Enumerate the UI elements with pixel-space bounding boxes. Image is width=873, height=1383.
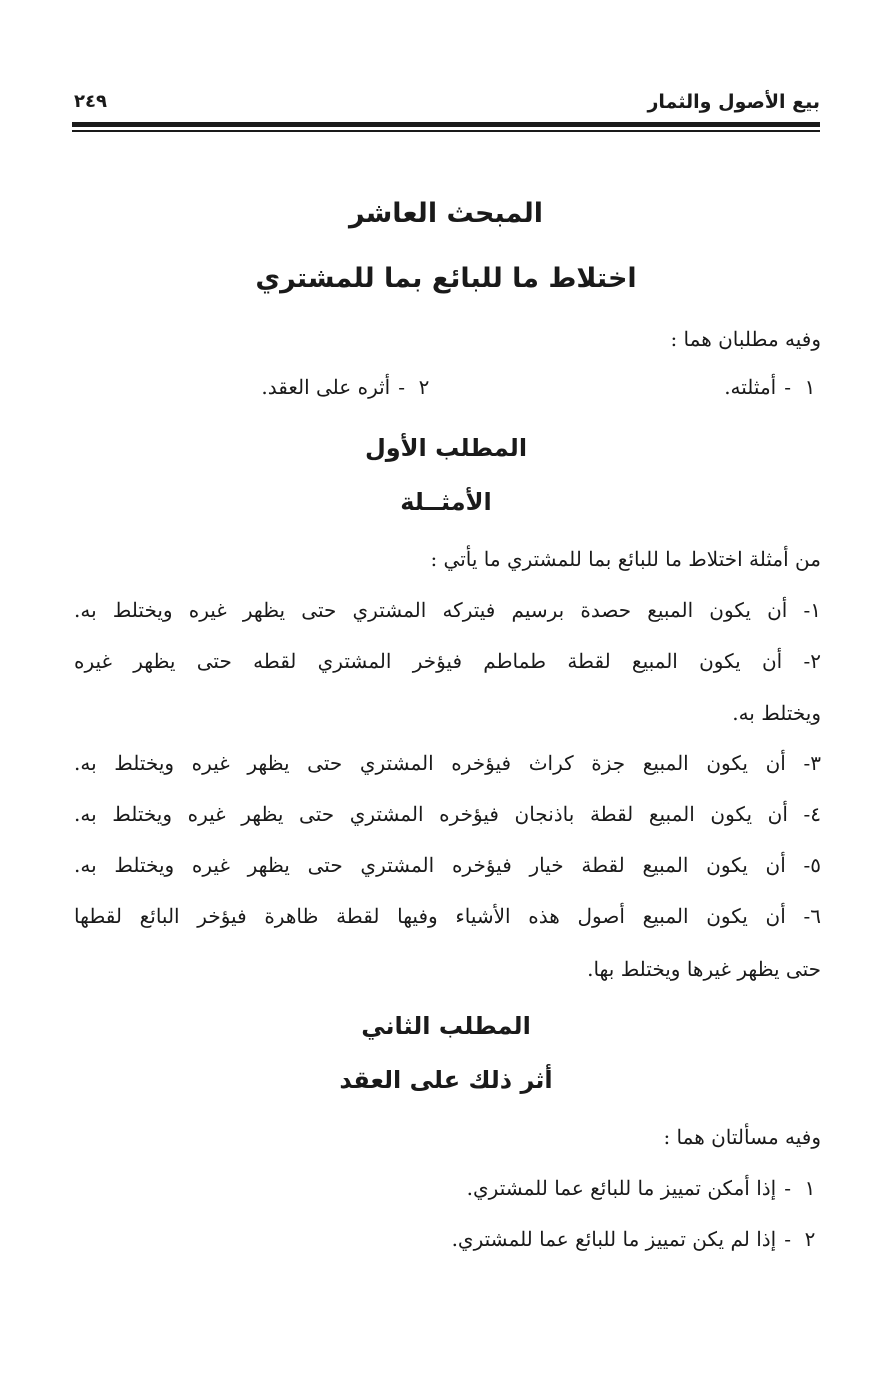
intro-item-1: ١-أمثلته. (724, 370, 821, 404)
example-line-6: ٥- أن يكون المبيع لقطة خيار فيؤخره المشتري حتى يظهر غيره ويختلط به. (74, 853, 821, 877)
header-rule-thin (72, 130, 820, 132)
intro-item-2-number: ٢ (418, 375, 430, 399)
example-line-3: ويختلط به. (732, 701, 821, 725)
chapter-2-item-2-number: ٢ (804, 1227, 816, 1251)
header-rule (72, 122, 820, 127)
intro-item-1-number: ١ (804, 375, 816, 399)
running-header-title: بيع الأصول والثمار (647, 91, 820, 113)
intro-item-2: ٢-أثره على العقد. (261, 370, 435, 404)
chapter-2-lead: وفيه مسألتان هما : (663, 1125, 821, 1149)
chapter-2-heading: المطلب الثاني (361, 1012, 531, 1040)
chapter-1-subheading: الأمثــلة (400, 488, 492, 516)
example-line-4: ٣- أن يكون المبيع جزة كراث فيؤخره المشتري حتى يظهر غيره ويختلط به. (74, 751, 821, 775)
example-line-7: ٦- أن يكون المبيع أصول هذه الأشياء وفيها لقطة ظاهرة فيؤخر البائع لقطها (74, 904, 821, 928)
chapter-2-item-1-label: إذا أمكن تمييز ما للبائع عما للمشتري. (466, 1176, 777, 1200)
example-line-2: ٢- أن يكون المبيع لقطة طماطم فيؤخر المشتري لقطه حتى يظهر غيره (74, 649, 821, 673)
example-line-8: حتى يظهر غيرها ويختلط بها. (587, 957, 821, 981)
intro-item-2-label: أثره على العقد. (261, 375, 391, 399)
chapter-2-item-1-number: ١ (804, 1176, 816, 1200)
chapter-1-lead: من أمثلة اختلاط ما للبائع بما للمشتري ما يأتي : (430, 547, 821, 571)
section-subtitle: اختلاط ما للبائع بما للمشتري (255, 263, 637, 294)
example-line-1: ١- أن يكون المبيع حصدة برسيم فيتركه المشتري حتى يظهر غيره ويختلط به. (74, 598, 821, 622)
section-title: المبحث العاشر (348, 198, 544, 229)
running-header (72, 88, 820, 118)
page-number: ٢٤٩ (74, 91, 107, 112)
example-line-5: ٤- أن يكون المبيع لقطة باذنجان فيؤخره المشتري حتى يظهر غيره ويختلط به. (74, 802, 821, 826)
chapter-1-heading: المطلب الأول (364, 434, 528, 462)
chapter-2-subheading: أثر ذلك على العقد (339, 1066, 553, 1094)
chapter-2-item-1: ١-إذا أمكن تمييز ما للبائع عما للمشتري. (467, 1171, 821, 1205)
intro-item-1-label: أمثلته. (724, 375, 777, 399)
intro-text: وفيه مطلبان هما : (670, 327, 821, 351)
chapter-2-item-2: ٢-إذا لم يكن تمييز ما للبائع عما للمشتري. (452, 1222, 821, 1256)
chapter-2-item-2-label: إذا لم يكن تمييز ما للبائع عما للمشتري. (451, 1227, 777, 1251)
